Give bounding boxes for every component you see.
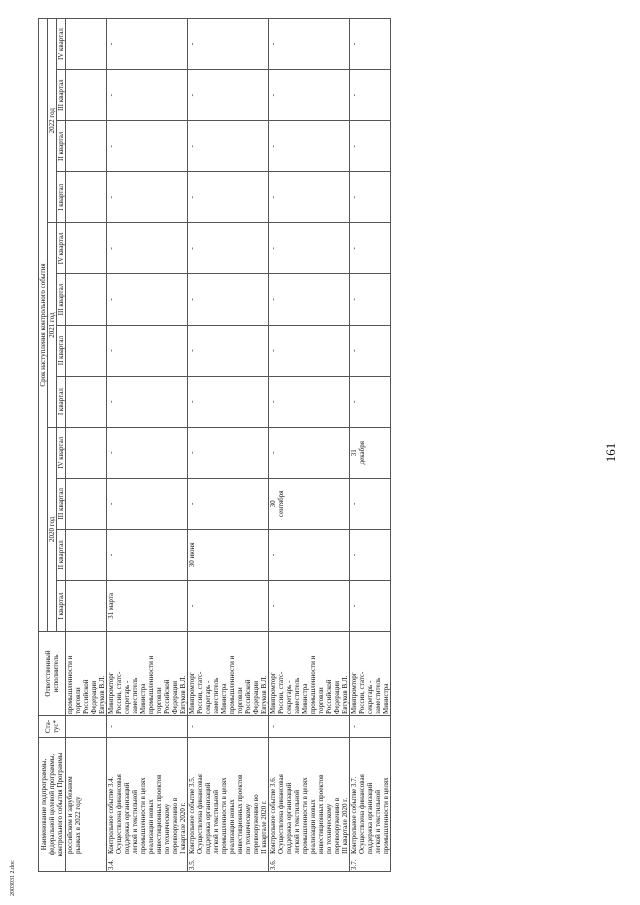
row-status: - (107, 716, 188, 738)
quarter-cell (66, 376, 107, 427)
quarter-cell: - (188, 19, 269, 70)
table-row (350, 19, 391, 872)
quarter-cell (66, 529, 107, 580)
quarter-cell: - (269, 529, 350, 580)
quarter-cell: - (350, 376, 391, 427)
quarter-cell (66, 325, 107, 376)
quarter-cell: - (188, 172, 269, 223)
row-number: 3.4. (107, 859, 115, 870)
header-deadline: Срок наступления контрольного события (39, 19, 48, 632)
quarter-header: IV квартал (57, 427, 66, 478)
quarter-cell: - (350, 121, 391, 172)
quarter-cell: - (107, 70, 188, 121)
quarter-cell: - (188, 376, 269, 427)
quarter-cell: - (188, 478, 269, 529)
quarter-cell: - (269, 325, 350, 376)
row-status: - (188, 716, 269, 738)
quarter-cell: - (269, 376, 350, 427)
row-number: 3.6. (269, 859, 277, 870)
row-status (66, 716, 107, 738)
quarter-header: III квартал (57, 478, 66, 529)
quarter-cell (66, 223, 107, 274)
quarter-cell (66, 274, 107, 325)
quarter-cell: - (107, 427, 188, 478)
header-name: Наименование подпрограммы, федеральной целевой программы, контрольного события Программы (39, 738, 66, 872)
quarter-cell: - (350, 580, 391, 631)
quarter-cell (66, 478, 107, 529)
quarter-cell (66, 70, 107, 121)
quarter-cell: - (269, 19, 350, 70)
quarter-cell: - (107, 223, 188, 274)
quarter-cell: 30 июня (188, 529, 269, 580)
quarter-header: III квартал (57, 274, 66, 325)
quarter-cell: - (350, 274, 391, 325)
quarter-header: I квартал (57, 376, 66, 427)
row-name: Контрольное событие 3.7. Осуществлена финансовая поддержка организаций легкой и текстильной промышленности в целях (350, 774, 390, 854)
row-name: Контрольное событие 3.5. Осуществлена финансовая поддержка организаций легкой и текстильной промышленности в целях реализации новых инвестиционных проектов по техническому перевооружению во II квартале 2020 г. (188, 774, 268, 854)
quarter-cell: - (107, 121, 188, 172)
year-header: 2021 год (48, 223, 57, 427)
quarter-cell (66, 19, 107, 70)
quarter-header: I квартал (57, 172, 66, 223)
quarter-cell: 31 марта (107, 580, 188, 631)
quarter-cell: - (107, 172, 188, 223)
row-responsible: промышленности и торговли Российской Федерации Евтуков В.Л. (66, 632, 107, 716)
row-name-cell (188, 738, 269, 872)
quarter-header: III квартал (57, 70, 66, 121)
row-number: 3.5. (188, 859, 196, 870)
row-responsible: Минпромторг России, статс- секретарь - заместитель Министра (350, 632, 391, 716)
quarter-cell: - (269, 580, 350, 631)
quarter-cell: - (107, 274, 188, 325)
quarter-header: II квартал (57, 529, 66, 580)
quarter-cell: - (269, 172, 350, 223)
quarter-cell: - (350, 223, 391, 274)
quarter-cell: - (107, 325, 188, 376)
quarter-cell (66, 172, 107, 223)
table-body (66, 19, 391, 872)
quarter-cell: - (107, 478, 188, 529)
row-status: - (350, 716, 391, 738)
quarter-cell: - (269, 121, 350, 172)
header-status: Ста-тус* (39, 716, 66, 738)
quarter-cell: - (269, 274, 350, 325)
quarter-cell: - (269, 427, 350, 478)
quarter-cell: - (350, 172, 391, 223)
control-events-table (38, 18, 391, 872)
page-number: 161 (603, 442, 618, 463)
quarter-cell: - (188, 580, 269, 631)
quarter-cell: - (269, 70, 350, 121)
row-name-cell (107, 738, 188, 872)
quarter-header: I квартал (57, 580, 66, 631)
row-responsible: Минпромторг России, статс- секретарь - заместитель Министра промышленности и торговли Российской Федерации Евтуков В.Л. (107, 632, 188, 716)
table-row (107, 19, 188, 872)
table-row (66, 19, 107, 872)
table-row (188, 19, 269, 872)
quarter-header: II квартал (57, 325, 66, 376)
quarter-cell: - (188, 325, 269, 376)
quarter-cell: - (188, 223, 269, 274)
row-number: 3.7. (350, 859, 358, 870)
quarter-cell: - (107, 376, 188, 427)
footer-file-code: 2003031 2.doc (10, 860, 16, 896)
quarter-cell: 31 декабря (350, 427, 391, 478)
quarter-cell: - (350, 325, 391, 376)
year-header: 2022 год (48, 19, 57, 223)
quarter-header: IV квартал (57, 223, 66, 274)
quarter-cell: - (188, 427, 269, 478)
row-responsible: Минпромторг России, статс- секретарь - заместитель Министра промышленности и торговли Российской Федерации Евтуков В.Л. (188, 632, 269, 716)
row-name-cell (269, 738, 350, 872)
quarter-cell (66, 580, 107, 631)
quarter-cell: - (188, 121, 269, 172)
quarter-cell: - (350, 478, 391, 529)
quarter-cell: - (188, 274, 269, 325)
row-name: Контрольное событие 3.4. Осуществлена финансовая поддержка организаций легкой и текстильной промышленности в целях реализации новых инвестиционных проектов по техническому перевооружению в I квартале 2020 г. (107, 774, 187, 854)
row-name: Контрольное событие 3.6. Осуществлена финансовая поддержка организаций легкой и текстильной промышленности в целях реализации новых инвестиционных проектов по техническому перевооружению в III квартале 2020 г. (269, 774, 349, 854)
row-name-cell (66, 738, 107, 872)
quarter-cell (66, 121, 107, 172)
quarter-cell: - (107, 19, 188, 70)
quarter-header: IV квартал (57, 19, 66, 70)
row-name: российском и зарубежном рынках в 2022 году (66, 776, 82, 854)
row-responsible: Минпромторг России, статс- секретарь - заместитель Министра промышленности и торговли Российской Федерации Евтуков В.Л. (269, 632, 350, 716)
table-row (269, 19, 350, 872)
quarter-cell: 30 сентября (269, 478, 350, 529)
quarter-cell: - (350, 70, 391, 121)
quarter-cell: - (188, 70, 269, 121)
row-status: - (269, 716, 350, 738)
quarter-cell: - (350, 529, 391, 580)
quarter-header: II квартал (57, 121, 66, 172)
quarter-cell: - (107, 529, 188, 580)
year-header: 2020 год (48, 427, 57, 631)
row-name-cell (350, 738, 391, 872)
quarter-cell: - (350, 19, 391, 70)
header-responsible: Ответственный исполнитель (39, 632, 66, 716)
quarter-cell: - (269, 223, 350, 274)
quarter-cell (66, 427, 107, 478)
